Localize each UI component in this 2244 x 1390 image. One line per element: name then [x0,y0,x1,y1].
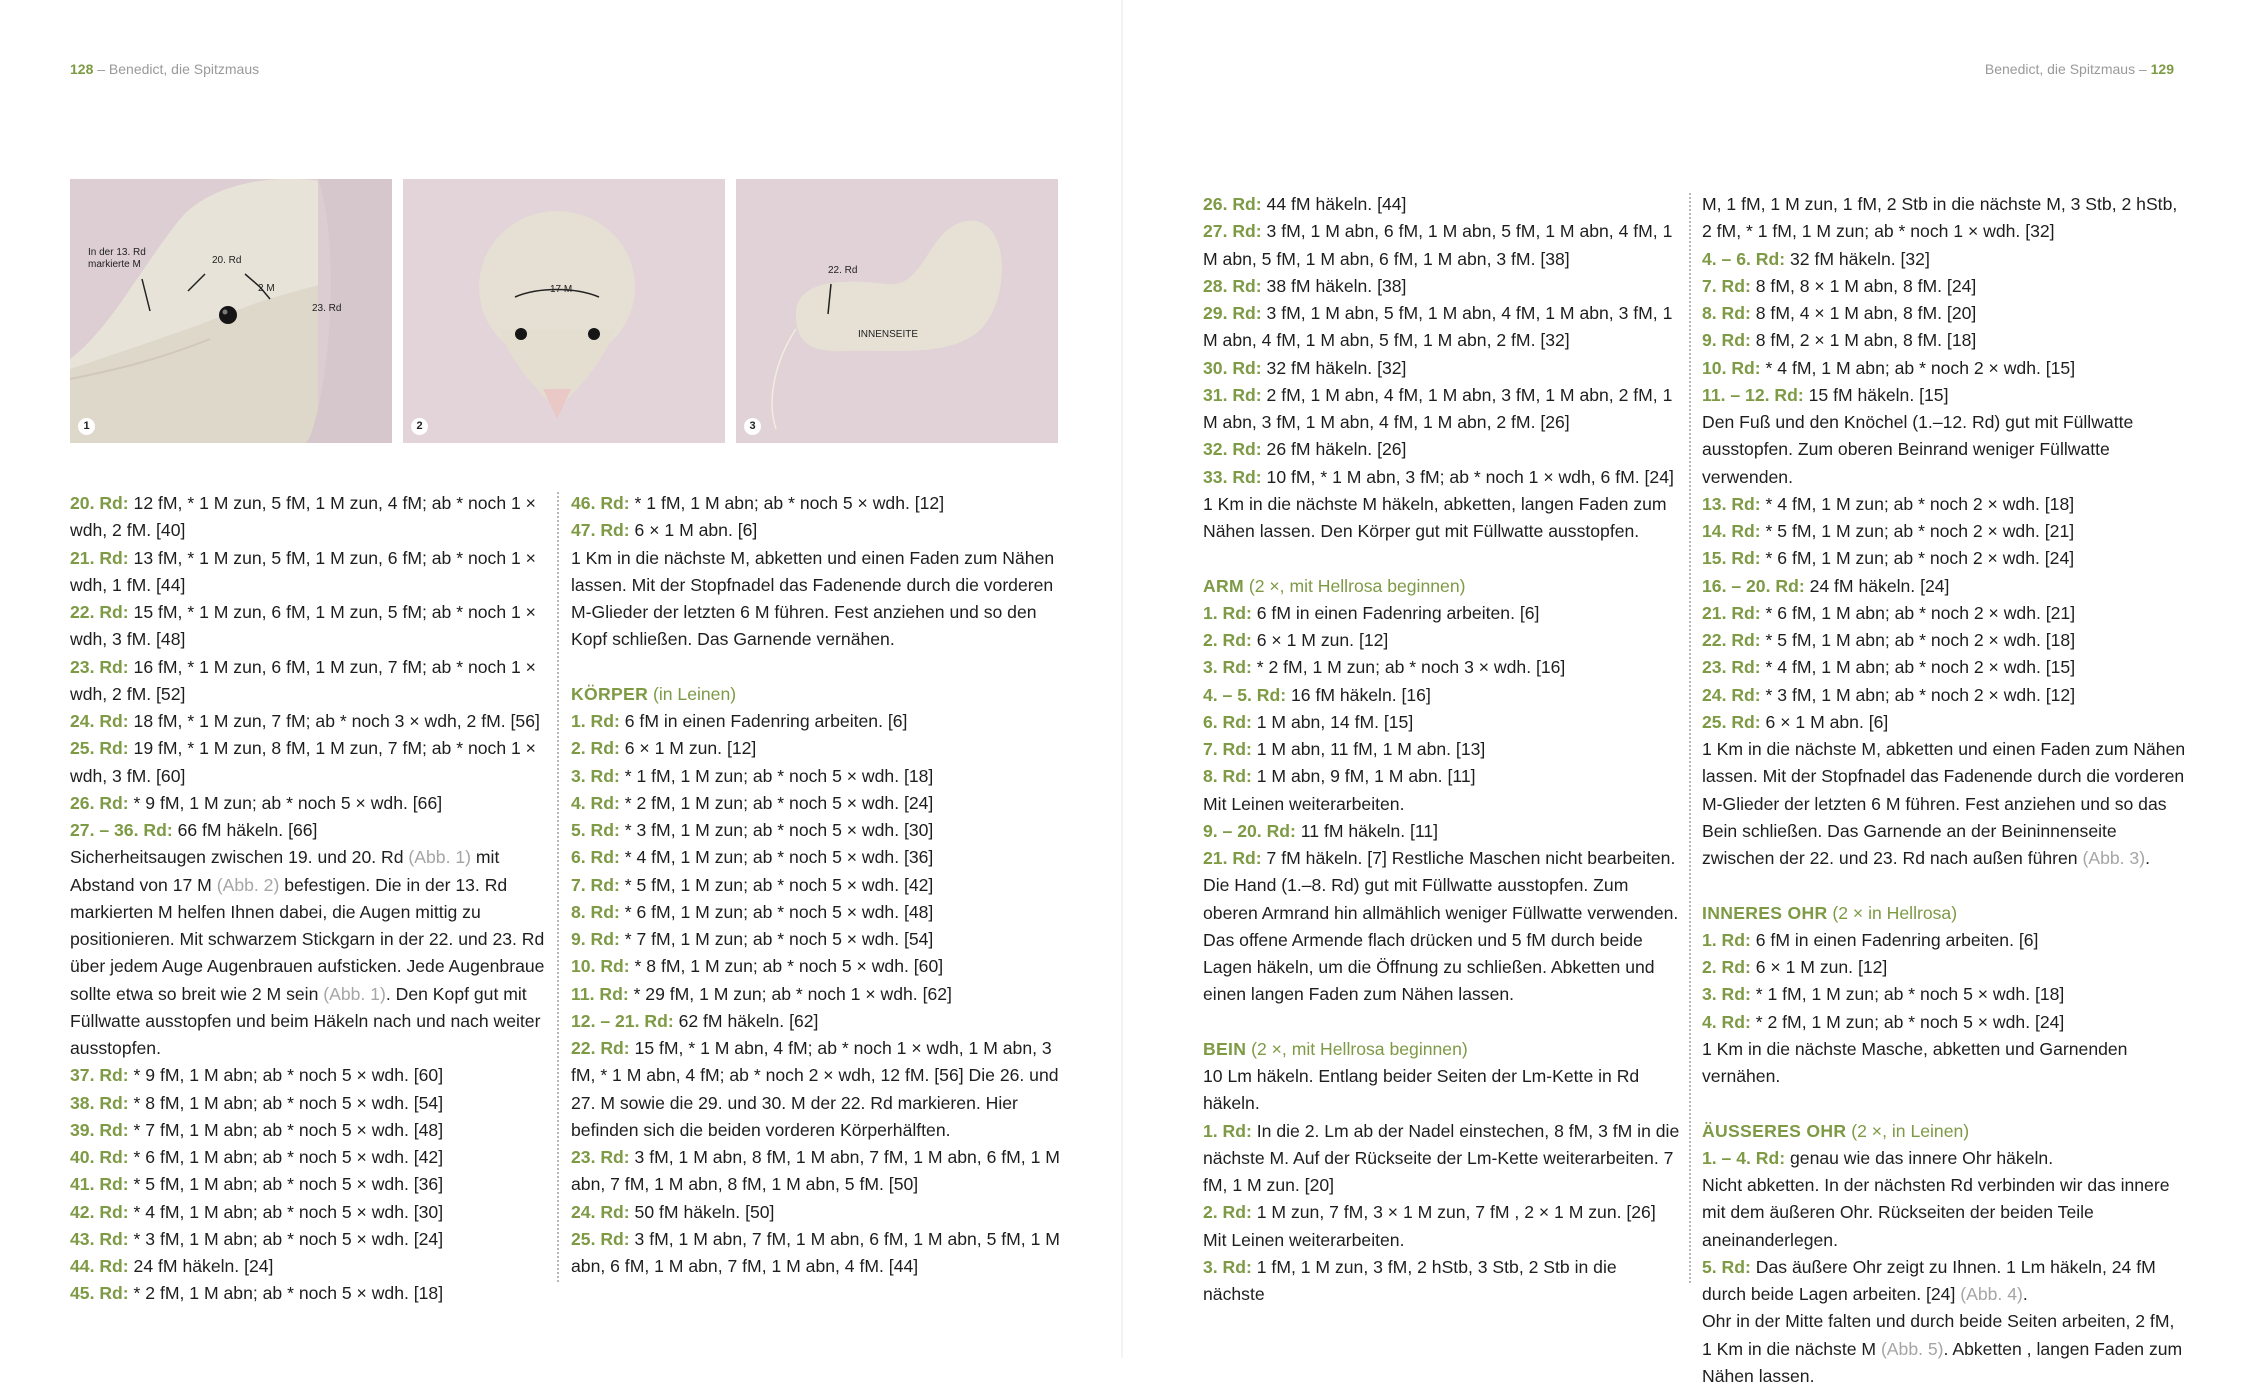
right-running-title: Benedict, die Spitzmaus – [1984,61,2151,77]
inner-ear-round-4: 4. Rd: * 2 fM, 1 M zun; ab * noch 5 × wdh. [24] [1702,1011,2065,1032]
round-45: 45. Rd: * 2 fM, 1 M abn; ab * noch 5 × wdh. [18] [70,1283,444,1304]
column-2-body-instructions [571,490,1071,1280]
body-round-5: 5. Rd: * 3 fM, 1 M zun; ab * noch 5 × wdh. [30] [571,820,934,840]
arm-round-1: 1. Rd: 6 fM in einen Fadenring arbeiten. [6] [1203,602,1540,623]
photo-2-number: 2 [411,418,428,435]
round-44: 44. Rd: 24 fM häkeln. [24] [70,1256,274,1276]
body-round-26: 26. Rd: 44 fM häkeln. [44] [1203,194,1407,214]
round-22: 22. Rd: 15 fM, * 1 M zun, 6 fM, 1 M zun, 5 fM; ab * noch 1 × wdh, 3 fM. [48] [70,602,536,650]
round-47: 47. Rd: 6 × 1 M abn. [6] [571,520,758,541]
leg-stuffing-note: Den Fuß und den Knöchel (1.–12. Rd) gut mit Füllwatte ausstopfen. Zum oberen Beinrand weniger Füllwatte verwenden. [1702,412,2134,487]
body-round-11: 11. Rd: * 29 fM, 1 M zun; ab * noch 1 × wdh. [62] [571,983,952,1004]
photo-1-head-side [70,179,392,443]
leg-round-8: 8. Rd: 8 fM, 4 × 1 M abn, 8 fM. [20] [1702,303,1977,323]
photo-1-label-round-20: 20. Rd [212,255,242,266]
body-round-22: 22. Rd: 15 fM, * 1 M abn, 4 fM; ab * noch 1 × wdh, 1 M abn, 3 fM, * 1 M abn, 4 fM; ab * noch 2 × wdh, 12 fM. [56] Die 26. und 27. M sowie die 29. und 30. M der 22. Rd markieren. Hier befinden sich die beiden vorderen Körperhälften. [571,1038,1059,1140]
leg-round-24: 24. Rd: * 3 fM, 1 M abn; ab * noch 2 × wdh. [12] [1702,684,2076,705]
photo-2-head-front [403,179,725,443]
inner-ear-finish: 1 Km in die nächste Masche, abketten und Garnenden vernähen. [1702,1038,2128,1086]
round-37: 37. Rd: * 9 fM, 1 M abn; ab * noch 5 × wdh. [60] [70,1065,444,1086]
body-round-4: 4. Rd: * 2 fM, 1 M zun; ab * noch 5 × wdh. [24] [571,792,934,813]
photo-3-illustration [736,179,1058,443]
photo-2-label-17m: 17 M [550,284,573,295]
right-page-header [1985,61,2174,77]
body-round-32: 32. Rd: 26 fM häkeln. [26] [1203,439,1407,460]
round-27-36: 27. – 36. Rd: 66 fM häkeln. [66] [70,820,318,840]
leg-intro: 10 Lm häkeln. Entlang beider Seiten der Lm-Kette in Rd häkeln. [1203,1066,1640,1114]
round-21: 21. Rd: 13 fM, * 1 M zun, 5 fM, 1 M zun, 6 fM; ab * noch 1 × wdh, 1 fM. [44] [70,547,536,595]
outer-ear-round-1-4: 1. – 4. Rd: genau wie das innere Ohr häkeln. [1702,1147,2054,1168]
photo-3-number: 3 [744,418,761,435]
round-24: 24. Rd: 18 fM, * 1 M zun, 7 fM; ab * noch 3 × wdh, 2 fM. [56] [70,711,540,731]
column-divider-right [1689,193,1691,1283]
arm-round-3: 3. Rd: * 2 fM, 1 M zun; ab * noch 3 × wdh. [16] [1203,657,1566,678]
round-39: 39. Rd: * 7 fM, 1 M abn; ab * noch 5 × wdh. [48] [70,1119,444,1140]
leg-round-25: 25. Rd: 6 × 1 M abn. [6] [1702,711,1889,732]
body-round-10: 10. Rd: * 8 fM, 1 M zun; ab * noch 5 × wdh. [60] [571,956,944,977]
photo-1-label-2m: 2 M [258,283,275,294]
finish-head-paragraph: 1 Km in die nächste M, abketten und einen Faden zum Nähen lassen. Mit der Stopfnadel das Fadenende durch die vorderen M-Glieder der letzten 6 M führen. Fest anziehen und so den Kopf schließen. Das Garnende vernähen. [571,547,1055,650]
outer-ear-round-5: 5. Rd: Das äußere Ohr zeigt zu Ihnen. 1 Lm häkeln, 24 fM durch beide Lagen arbeiten. [24] (Abb. 4). [1702,1256,2156,1304]
photo-3-leg [736,179,1058,443]
leg-color-change: Mit Leinen weiterarbeiten. [1203,1229,1405,1250]
arm-round-8: 8. Rd: 1 M abn, 9 fM, 1 M abn. [11] [1203,766,1476,787]
leg-round-13: 13. Rd: * 4 fM, 1 M zun; ab * noch 2 × wdh. [18] [1702,493,2075,514]
right-page-number: 129 [2150,61,2174,77]
leg-round-21: 21. Rd: * 6 fM, 1 M abn; ab * noch 2 × wdh. [21] [1702,602,2076,623]
column-3-arm-leg-instructions [1203,191,1683,1308]
photo-1-label-marker: In der 13. Rd markierte M [88,247,146,270]
leg-round-9: 9. Rd: 8 fM, 2 × 1 M abn, 8 fM. [18] [1702,330,1977,351]
body-round-25: 25. Rd: 3 fM, 1 M abn, 7 fM, 1 M abn, 6 fM, 1 M abn, 5 fM, 1 M abn, 6 fM, 1 M abn, 7 fM, 1 M abn, 4 fM. [44] [571,1228,1060,1276]
finish-body-paragraph: 1 Km in die nächste M häkeln, abketten, langen Faden zum Nähen lassen. Den Körper gut mit Füllwatte ausstopfen. [1203,493,1667,541]
photo-2-illustration [403,179,725,443]
arm-round-21: 21. Rd: 7 fM häkeln. [7] Restliche Maschen nicht bearbeiten. Die Hand (1.–8. Rd) gut mit Füllwatte ausstopfen. Zum oberen Armrand hin allmählich weniger Füllwatte verwenden. Das offene Armende flach drücken und 5 fM durch beide Lagen häkeln, um die Öffnung zu schließen. Abketten und einen langen Faden zum Nähen lassen. [1203,848,1679,1005]
leg-round-11-12: 11. – 12. Rd: 15 fM häkeln. [15] [1702,384,1949,405]
body-round-8: 8. Rd: * 6 fM, 1 M zun; ab * noch 5 × wdh. [48] [571,901,934,922]
arm-color-change: Mit Leinen weiterarbeiten. [1203,793,1405,814]
round-38: 38. Rd: * 8 fM, 1 M abn; ab * noch 5 × wdh. [54] [70,1092,444,1113]
arm-round-6: 6. Rd: 1 M abn, 14 fM. [15] [1203,711,1414,732]
leg-round-15: 15. Rd: * 6 fM, 1 M zun; ab * noch 2 × wdh. [24] [1702,548,2075,569]
leg-round-16-20: 16. – 20. Rd: 24 fM häkeln. [24] [1702,575,1950,596]
arm-round-9-20: 9. – 20. Rd: 11 fM häkeln. [11] [1203,820,1439,841]
body-round-2: 2. Rd: 6 × 1 M zun. [12] [571,738,757,759]
inner-ear-round-3: 3. Rd: * 1 fM, 1 M zun; ab * noch 5 × wdh. [18] [1702,984,2065,1005]
leg-round-23: 23. Rd: * 4 fM, 1 M abn; ab * noch 2 × wdh. [15] [1702,657,2076,678]
eyes-paragraph: Sicherheitsaugen zwischen 19. und 20. Rd (Abb. 1) mit Abstand von 17 M (Abb. 2) befestigen. Die in der 13. Rd markierten M helfen Ihnen dabei, die Augen mittig zu positionieren. Mit schwarzem Stickgarn in der 22. und 23. Rd über jedem Auge Augenbrauen aufsticken. Jede Augenbraue sollte etwa so breit wie 2 M sein (Abb. 1). Den Kopf gut mit Füllwatte ausstopfen und beim Häkeln nach und nach weiter ausstopfen. [70,847,545,1058]
body-round-6: 6. Rd: * 4 fM, 1 M zun; ab * noch 5 × wdh. [36] [571,847,934,868]
left-page-header [70,61,259,77]
spread-gutter [1121,0,1123,1358]
round-26: 26. Rd: * 9 fM, 1 M zun; ab * noch 5 × wdh. [66] [70,792,443,813]
round-25: 25. Rd: 19 fM, * 1 M zun, 8 fM, 1 M zun, 7 fM; ab * noch 1 × wdh, 3 fM. [60] [70,738,536,786]
leg-round-3: 3. Rd: 1 fM, 1 M zun, 3 fM, 2 hStb, 3 Stb, 2 Stb in die nächste [1203,1256,1617,1304]
round-42: 42. Rd: * 4 fM, 1 M abn; ab * noch 5 × wdh. [30] [70,1201,444,1222]
round-41: 41. Rd: * 5 fM, 1 M abn; ab * noch 5 × wdh. [36] [70,1174,444,1195]
body-round-33: 33. Rd: 10 fM, * 1 M abn, 3 fM; ab * noch 1 × wdh, 6 fM. [24] [1203,466,1674,487]
inner-ear-round-1: 1. Rd: 6 fM in einen Fadenring arbeiten. [6] [1702,929,2039,950]
body-round-7: 7. Rd: * 5 fM, 1 M zun; ab * noch 5 × wdh. [42] [571,874,934,895]
arm-round-7: 7. Rd: 1 M abn, 11 fM, 1 M abn. [13] [1203,739,1486,759]
section-heading-body: KÖRPER (in Leinen) [571,683,737,704]
photo-1-number: 1 [78,418,95,435]
photo-3-label-round-22: 22. Rd [828,265,858,276]
photo-3-label-inside: INNENSEITE [858,329,919,340]
section-heading-inner-ear: INNERES OHR (2 × in Hellrosa) [1702,902,1958,923]
body-round-9: 9. Rd: * 7 fM, 1 M zun; ab * noch 5 × wdh. [54] [571,929,934,949]
section-heading-outer-ear: ÄUSSERES OHR (2 ×, in Leinen) [1702,1120,1970,1141]
leg-round-2: 2. Rd: 1 M zun, 7 fM, 3 × 1 M zun, 7 fM , 2 × 1 M zun. [26] [1203,1202,1656,1223]
round-23: 23. Rd: 16 fM, * 1 M zun, 6 fM, 1 M zun, 7 fM; ab * noch 1 × wdh, 2 fM. [52] [70,656,536,704]
body-round-12-21: 12. – 21. Rd: 62 fM häkeln. [62] [571,1010,819,1031]
left-running-title: – Benedict, die Spitzmaus [93,61,260,77]
leg-round-7: 7. Rd: 8 fM, 8 × 1 M abn, 8 fM. [24] [1702,275,1977,296]
body-round-27: 27. Rd: 3 fM, 1 M abn, 6 fM, 1 M abn, 5 fM, 1 M abn, 4 fM, 1 M abn, 5 fM, 1 M abn, 6 fM, 1 M abn, 3 fM. [38] [1203,221,1673,269]
body-round-24: 24. Rd: 50 fM häkeln. [50] [571,1201,775,1222]
body-round-1: 1. Rd: 6 fM in einen Fadenring arbeiten. [6] [571,711,908,731]
photo-1-illustration [70,179,392,443]
body-round-30: 30. Rd: 32 fM häkeln. [32] [1203,357,1407,378]
outer-ear-finish: Ohr in der Mitte falten und durch beide Seiten arbeiten, 2 fM, 1 Km in die nächste M (Abb. 5). Abketten , langen Faden zum Nähen lassen. [1702,1311,2183,1386]
round-43: 43. Rd: * 3 fM, 1 M abn; ab * noch 5 × wdh. [24] [70,1228,444,1249]
section-heading-leg: BEIN (2 ×, mit Hellrosa beginnen) [1203,1038,1468,1059]
leg-round-4-6: 4. – 6. Rd: 32 fM häkeln. [32] [1702,248,1930,269]
round-20: 20. Rd: 12 fM, * 1 M zun, 5 fM, 1 M zun, 4 fM; ab * noch 1 × wdh, 2 fM. [40] [70,493,536,541]
body-round-3: 3. Rd: * 1 fM, 1 M zun; ab * noch 5 × wdh. [18] [571,765,934,786]
round-40: 40. Rd: * 6 fM, 1 M abn; ab * noch 5 × wdh. [42] [70,1147,444,1167]
body-round-23: 23. Rd: 3 fM, 1 M abn, 8 fM, 1 M abn, 7 fM, 1 M abn, 6 fM, 1 M abn, 7 fM, 1 M abn, 8 fM, 1 M abn, 5 fM. [50] [571,1147,1060,1195]
leg-round-10: 10. Rd: * 4 fM, 1 M abn; ab * noch 2 × wdh. [15] [1702,357,2076,378]
body-round-28: 28. Rd: 38 fM häkeln. [38] [1203,275,1407,296]
column-1-head-instructions [70,490,560,1308]
column-4-leg-ear-instructions [1702,191,2186,1390]
leg-round-14: 14. Rd: * 5 fM, 1 M zun; ab * noch 2 × wdh. [21] [1702,521,2075,541]
round-46: 46. Rd: * 1 fM, 1 M abn; ab * noch 5 × wdh. [12] [571,493,945,513]
finish-leg-paragraph: 1 Km in die nächste M, abketten und einen Faden zum Nähen lassen. Mit der Stopfnadel das Fadenende durch die vorderen M-Glieder der letzten 6 M führen. Fest anziehen und so das Bein schließen. Das Garnende an der Beininnenseite zwischen der 22. und 23. Rd nach außen führen (Abb. 3). [1702,739,2186,868]
inner-ear-round-2: 2. Rd: 6 × 1 M zun. [12] [1702,957,1888,977]
leg-round-1: 1. Rd: In die 2. Lm ab der Nadel einstechen, 8 fM, 3 fM in die nächste M. Auf der Rückseite der Lm-Kette weiterarbeiten. 7 fM, 1 M zun. [20] [1203,1120,1680,1195]
body-round-29: 29. Rd: 3 fM, 1 M abn, 5 fM, 1 M abn, 4 fM, 1 M abn, 3 fM, 1 M abn, 4 fM, 1 M abn, 5 fM, 1 M abn, 2 fM. [32] [1203,303,1673,351]
outer-ear-join-note: Nicht abketten. In der nächsten Rd verbinden wir das innere mit dem äußeren Ohr. Rückseiten der beiden Teile aneinanderlegen. [1702,1175,2170,1250]
leg-round-3-continued: M, 1 fM, 1 M zun, 1 fM, 2 Stb in die nächste M, 3 Stb, 2 hStb, 2 fM, * 1 fM, 1 M zun; ab * noch 1 × wdh. [32] [1702,194,2178,242]
arm-round-4-5: 4. – 5. Rd: 16 fM häkeln. [16] [1203,684,1431,705]
photo-1-label-round-23: 23. Rd [312,303,342,314]
leg-round-22: 22. Rd: * 5 fM, 1 M abn; ab * noch 2 × wdh. [18] [1702,630,2076,650]
left-page-number: 128 [70,61,94,77]
body-round-31: 31. Rd: 2 fM, 1 M abn, 4 fM, 1 M abn, 3 fM, 1 M abn, 2 fM, 1 M abn, 3 fM, 1 M abn, 4 fM, 1 M abn, 2 fM. [26] [1203,384,1673,432]
section-heading-arm: ARM (2 ×, mit Hellrosa beginnen) [1203,575,1466,596]
arm-round-2: 2. Rd: 6 × 1 M zun. [12] [1203,630,1389,650]
